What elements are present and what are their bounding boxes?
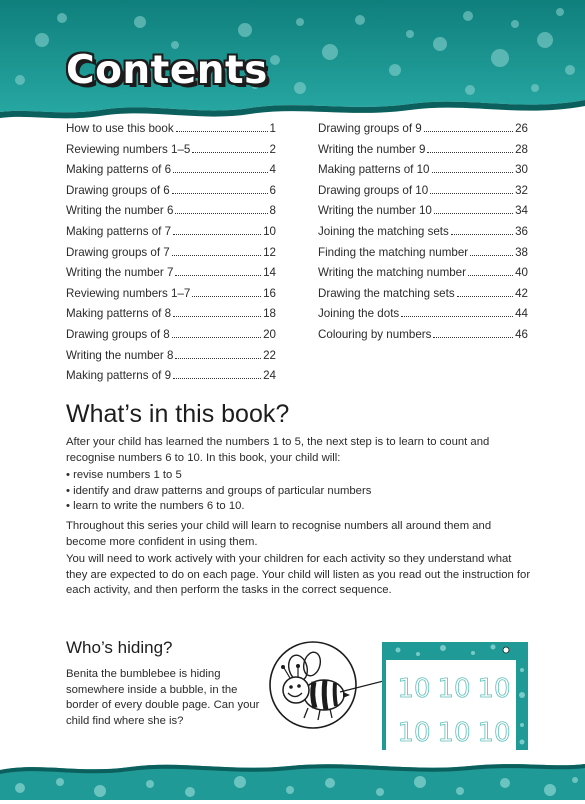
sample-number: 10 — [397, 718, 431, 748]
sample-number: 10 — [437, 674, 471, 704]
toc-leader-dots — [424, 131, 513, 132]
toc-entry-page: 6 — [269, 183, 276, 197]
toc-entry-page: 36 — [515, 224, 528, 238]
toc-leader-dots — [172, 193, 268, 194]
toc-leader-dots — [401, 316, 513, 317]
toc-entry — [318, 204, 528, 225]
toc-leader-dots — [172, 255, 261, 256]
toc-entry-title: Making patterns of 6 — [66, 163, 172, 177]
header-banner — [0, 0, 585, 122]
toc-entry-title: Joining the dots — [318, 307, 400, 321]
toc-entry — [66, 246, 276, 267]
sample-number: 10 — [397, 674, 431, 704]
toc-leader-dots — [432, 172, 514, 173]
toc-entry-page: 42 — [515, 286, 528, 300]
toc-entry — [66, 143, 276, 164]
sample-number: 10 — [437, 718, 471, 748]
toc-entry — [318, 184, 528, 205]
list-item: • learn to write the numbers 6 to 10. — [66, 499, 371, 515]
toc-entry-page: 12 — [263, 245, 276, 259]
footer-banner — [0, 758, 585, 800]
toc-entry-title: Making patterns of 10 — [318, 163, 430, 177]
toc-entry-page: 38 — [515, 245, 528, 259]
toc-leader-dots — [173, 234, 261, 235]
toc-entry-page: 24 — [263, 369, 276, 383]
toc-leader-dots — [457, 296, 513, 297]
toc-entry — [318, 328, 528, 349]
toc-leader-dots — [451, 234, 513, 235]
toc-entry-title: Making patterns of 8 — [66, 307, 172, 321]
toc-leader-dots — [175, 358, 261, 359]
toc-entry-title: Reviewing numbers 1–5 — [66, 142, 191, 156]
toc-entry — [66, 225, 276, 246]
toc-entry-title: Drawing groups of 6 — [66, 183, 170, 197]
toc-entry-title: Drawing groups of 7 — [66, 245, 170, 259]
toc-entry — [66, 163, 276, 184]
toc-entry-page: 10 — [263, 224, 276, 238]
bee-icon — [270, 642, 356, 728]
toc-entry — [66, 349, 276, 370]
toc-entry-title: Writing the number 8 — [66, 348, 174, 362]
intro-paragraph: After your child has learned the numbers 1 to 5, the next step is to learn to count and recognise numbers 6 to 10. In this book, your child will: — [66, 436, 490, 464]
whats-in-book-heading: What’s in this book? — [66, 400, 290, 428]
toc-entry-page: 40 — [515, 266, 528, 280]
toc-entry-page: 1 — [269, 122, 276, 135]
toc-entry-title: Writing the matching number — [318, 266, 466, 280]
toc-entry-page: 32 — [515, 183, 528, 197]
toc-entry — [318, 246, 528, 267]
toc-entry-title: Colouring by numbers — [318, 327, 432, 341]
toc-entry — [66, 287, 276, 308]
toc-entry — [318, 287, 528, 308]
toc-entry — [66, 266, 276, 287]
toc-leader-dots — [427, 152, 513, 153]
toc-entry-title: Drawing groups of 9 — [318, 122, 422, 135]
toc-leader-dots — [470, 255, 513, 256]
sample-number: 10 — [477, 718, 511, 748]
toc-entry — [318, 307, 528, 328]
toc-leader-dots — [434, 213, 513, 214]
toc-entry — [66, 328, 276, 349]
toc-entry-title: Writing the number 10 — [318, 204, 432, 218]
toc-entry — [66, 184, 276, 205]
toc-entry-page: 30 — [515, 163, 528, 177]
toc-entry-page: 2 — [269, 142, 276, 156]
toc-entry-title: How to use this book — [66, 122, 174, 135]
toc-entry-page: 4 — [269, 163, 276, 177]
toc-entry-page: 22 — [263, 348, 276, 362]
toc-entry-title: Making patterns of 7 — [66, 224, 172, 238]
toc-entry-page: 18 — [263, 307, 276, 321]
whos-hiding-heading: Who’s hiding? — [66, 638, 173, 657]
toc-leader-dots — [172, 337, 261, 338]
toc-leader-dots — [173, 172, 268, 173]
toc-entry-title: Reviewing numbers 1–7 — [66, 286, 191, 300]
toc-entry — [66, 204, 276, 225]
skills-list — [66, 468, 371, 515]
whos-hiding-text: Benita the bumblebee is hiding somewhere inside a bubble, in the border of every double page. Can your child find where she is? — [66, 668, 260, 727]
toc-leader-dots — [176, 131, 268, 132]
bee-example-illustration — [268, 640, 528, 755]
toc-entry-page: 28 — [515, 142, 528, 156]
toc-entry — [318, 266, 528, 287]
toc-leader-dots — [173, 378, 261, 379]
toc-entry — [318, 225, 528, 246]
toc-entry-title: Drawing the matching sets — [318, 286, 455, 300]
toc-leader-dots — [192, 296, 261, 297]
toc-entry — [66, 122, 276, 143]
list-item: • revise numbers 1 to 5 — [66, 468, 371, 484]
toc-entry-title: Writing the number 9 — [318, 142, 426, 156]
toc-entry-title: Drawing groups of 10 — [318, 183, 429, 197]
toc-entry-page: 8 — [269, 204, 276, 218]
toc-entry-title: Writing the number 7 — [66, 266, 174, 280]
toc-entry-title: Drawing groups of 8 — [66, 327, 170, 341]
sample-number: 10 — [477, 674, 511, 704]
toc-entry-title: Joining the matching sets — [318, 224, 449, 238]
toc-entry-title: Writing the number 6 — [66, 204, 174, 218]
toc-right-column — [318, 122, 528, 349]
toc-leader-dots — [433, 337, 513, 338]
toc-entry-page: 26 — [515, 122, 528, 135]
toc-leader-dots — [192, 152, 267, 153]
series-paragraph: Throughout this series your child will learn to recognise numbers all around them and become more confident in using them. — [66, 520, 492, 548]
toc-entry — [318, 122, 528, 143]
toc-leader-dots — [173, 316, 261, 317]
toc-leader-dots — [468, 275, 513, 276]
page-title: Contents — [66, 48, 268, 93]
toc-entry — [318, 143, 528, 164]
toc-leader-dots — [175, 275, 261, 276]
activity-paragraph: You will need to work actively with your children for each activity so they understand what they are expected to do on each page. Your child will listen as you read out the instruction for each activity, and then perform the tasks in the correct sequence. — [66, 553, 531, 597]
toc-entry-page: 20 — [263, 327, 276, 341]
toc-entry — [66, 369, 276, 390]
toc-entry-page: 44 — [515, 307, 528, 321]
sample-number-grid — [394, 674, 514, 748]
toc-entry-page: 16 — [263, 286, 276, 300]
toc-leader-dots — [430, 193, 513, 194]
toc-entry — [318, 163, 528, 184]
toc-leader-dots — [175, 213, 267, 214]
toc-entry-page: 14 — [263, 266, 276, 280]
toc-entry-title: Making patterns of 9 — [66, 369, 172, 383]
toc-entry-title: Finding the matching number — [318, 245, 469, 259]
toc-entry — [66, 307, 276, 328]
toc-left-column — [66, 122, 276, 390]
toc-entry-page: 34 — [515, 204, 528, 218]
list-item: • identify and draw patterns and groups of particular numbers — [66, 484, 371, 500]
toc-entry-page: 46 — [515, 327, 528, 341]
